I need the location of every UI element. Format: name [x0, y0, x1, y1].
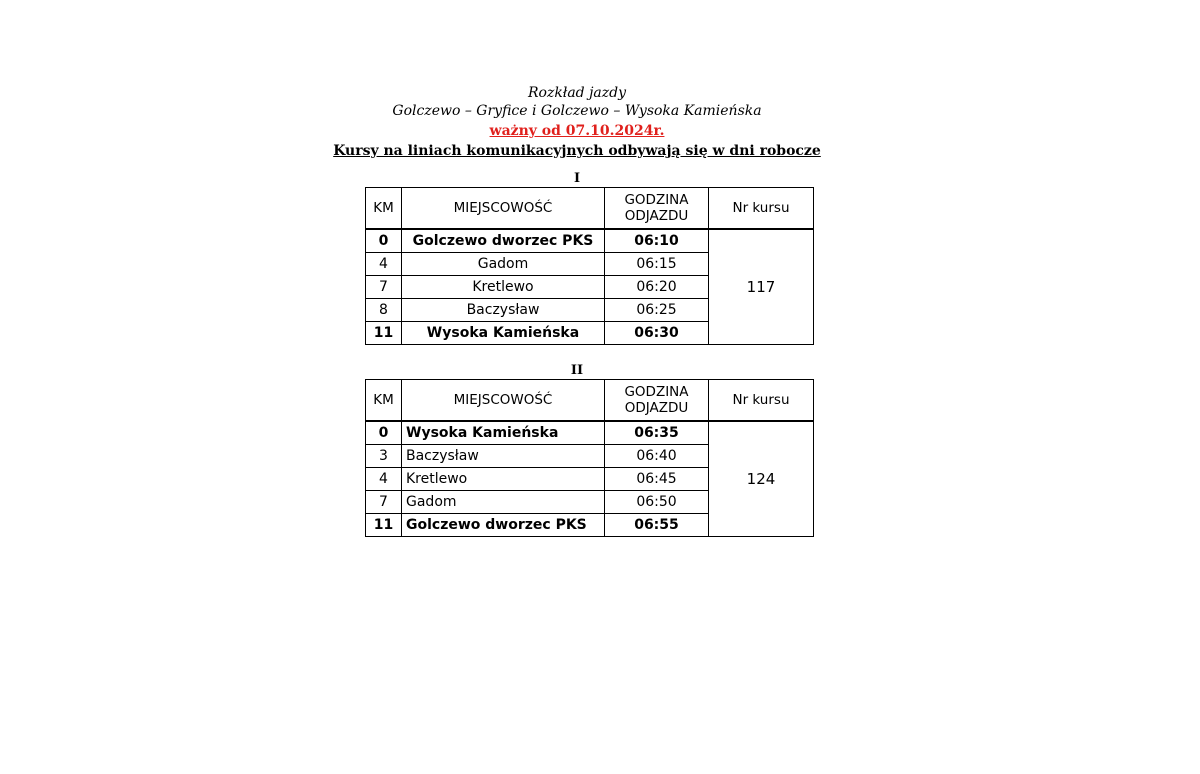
- table-header-row: [366, 188, 814, 230]
- time-cell: 06:55: [605, 514, 709, 537]
- km-cell: 0: [366, 421, 402, 445]
- place-cell: Wysoka Kamieńska: [402, 421, 605, 445]
- time-cell: 06:20: [605, 276, 709, 299]
- course-header: Nr kursu: [709, 188, 814, 230]
- place-header: MIEJSCOWOŚĆ: [402, 188, 605, 230]
- time-cell: 06:40: [605, 445, 709, 468]
- km-cell: 7: [366, 276, 402, 299]
- km-cell: 4: [366, 468, 402, 491]
- time-cell: 06:15: [605, 253, 709, 276]
- km-cell: 3: [366, 445, 402, 468]
- km-cell: 4: [366, 253, 402, 276]
- time-header: GODZINA ODJAZDU: [605, 188, 709, 230]
- place-cell: Baczysław: [402, 445, 605, 468]
- valid-from-notice: ważny od 07.10.2024r.: [489, 123, 665, 139]
- place-cell: Wysoka Kamieńska: [402, 322, 605, 345]
- km-cell: 11: [366, 514, 402, 537]
- time-cell: 06:45: [605, 468, 709, 491]
- place-header: MIEJSCOWOŚĆ: [402, 380, 605, 422]
- place-cell: Golczewo dworzec PKS: [402, 514, 605, 537]
- km-cell: 0: [366, 229, 402, 253]
- course-number-cell: 124: [709, 421, 814, 537]
- timetable-section-ii: [365, 379, 814, 537]
- place-cell: Gadom: [402, 253, 605, 276]
- section-label-i: I: [573, 171, 581, 186]
- place-cell: Kretlewo: [402, 468, 605, 491]
- course-header: Nr kursu: [709, 380, 814, 422]
- document-header: [0, 84, 1154, 160]
- place-cell: Kretlewo: [402, 276, 605, 299]
- place-cell: Golczewo dworzec PKS: [402, 229, 605, 253]
- table-row: [366, 229, 814, 253]
- km-cell: 11: [366, 322, 402, 345]
- timetable-title: Rozkład jazdy: [527, 85, 627, 101]
- km-cell: 8: [366, 299, 402, 322]
- timetable-section-i: [365, 187, 814, 345]
- section-label-ii: II: [570, 363, 584, 378]
- course-number-cell: 117: [709, 229, 814, 345]
- place-cell: Gadom: [402, 491, 605, 514]
- time-cell: 06:50: [605, 491, 709, 514]
- km-header: KM: [366, 380, 402, 422]
- time-cell: 06:10: [605, 229, 709, 253]
- time-cell: 06:35: [605, 421, 709, 445]
- table-row: [366, 421, 814, 445]
- place-cell: Baczysław: [402, 299, 605, 322]
- table-header-row: [366, 380, 814, 422]
- time-cell: 06:25: [605, 299, 709, 322]
- working-days-notice: Kursy na liniach komunikacyjnych odbywają się w dni robocze: [333, 143, 821, 159]
- km-cell: 7: [366, 491, 402, 514]
- time-header: GODZINA ODJAZDU: [605, 380, 709, 422]
- km-header: KM: [366, 188, 402, 230]
- time-cell: 06:30: [605, 322, 709, 345]
- routes-subtitle: Golczewo – Gryfice i Golczewo – Wysoka Kamieńska: [392, 103, 762, 119]
